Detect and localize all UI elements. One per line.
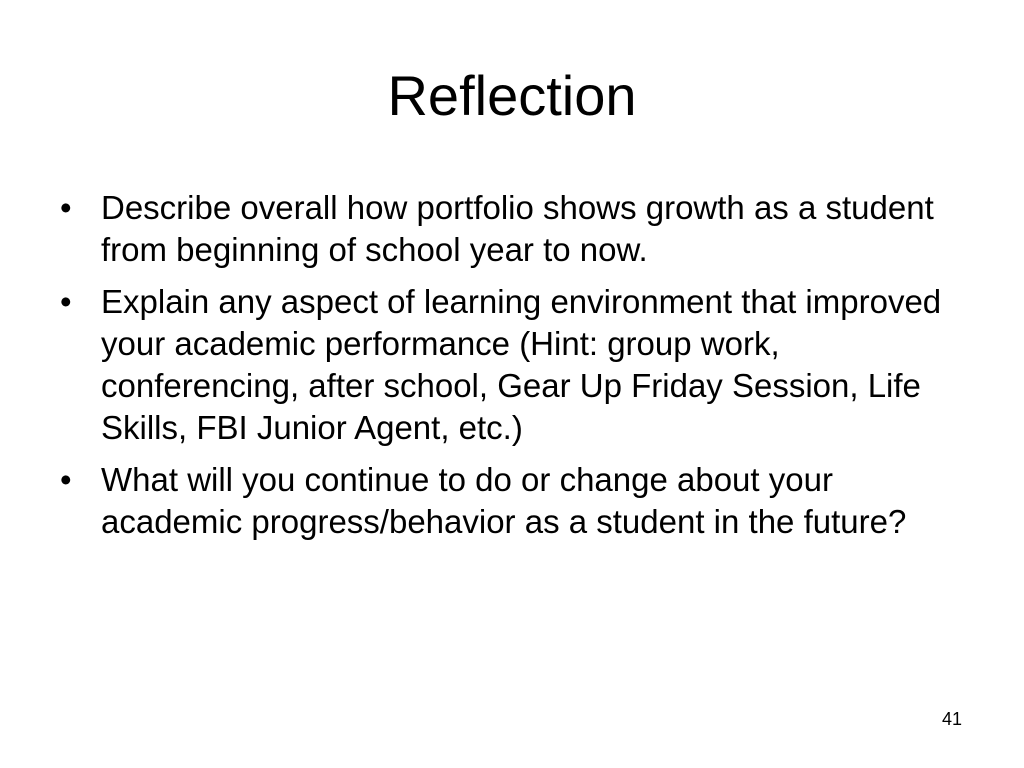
bullet-marker: • <box>60 461 72 498</box>
bullet-text: What will you continue to do or change about your academic progress/behavior as a student in the future? <box>101 461 907 540</box>
bullet-item <box>56 459 976 543</box>
bullet-item <box>56 281 976 449</box>
slide-title: Reflection <box>387 64 637 127</box>
bullet-text: Explain any aspect of learning environment that improved your academic performance (Hint: group work, conferencing, after school, Gear Up Friday Session, Life Skills, FBI Junior Agent, etc.) <box>101 283 942 446</box>
bullet-marker: • <box>60 283 72 320</box>
bullet-list <box>56 187 976 553</box>
page-number: 41 <box>941 709 962 729</box>
bullet-item <box>56 187 976 271</box>
bullet-text: Describe overall how portfolio shows growth as a student from beginning of school year to now. <box>101 189 934 268</box>
bullet-marker: • <box>60 189 72 226</box>
